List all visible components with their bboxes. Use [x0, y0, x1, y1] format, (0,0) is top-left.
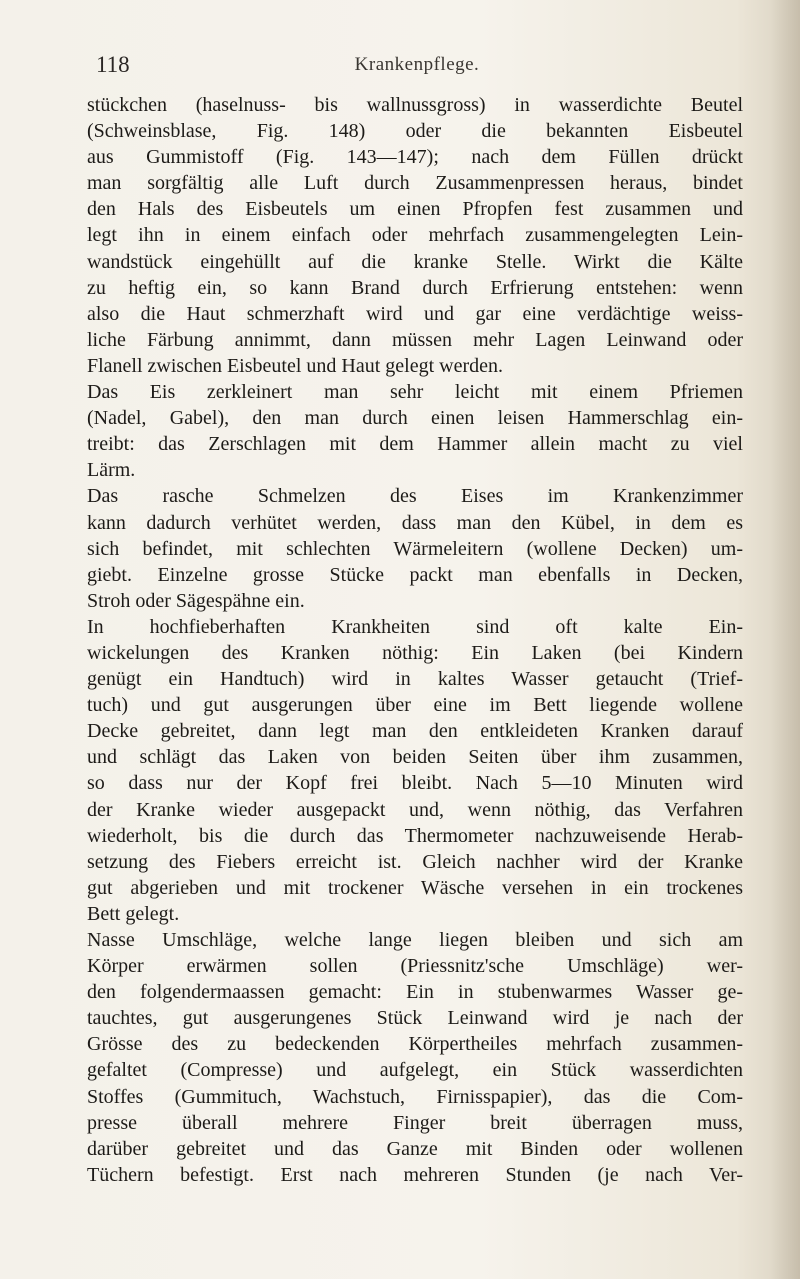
- text-line: den Hals des Eisbeutels um einen Pfropfen fest zusammen und: [87, 198, 743, 221]
- text-line: gefaltet (Compresse) und aufgelegt, ein Stück wasserdichten: [87, 1059, 743, 1082]
- running-head: Krankenpflege.: [354, 54, 480, 75]
- text-line: wickelungen des Kranken nöthig: Ein Laken (bei Kindern: [87, 641, 743, 664]
- text-line: Nasse Umschläge, welche lange liegen bleiben und sich am: [87, 929, 743, 951]
- text-line: In hochfieberhaften Krankheiten sind oft kalte Ein-: [87, 615, 743, 638]
- text-line: tauchtes, gut ausgerungenes Stück Leinwand wird je nach der: [87, 1007, 743, 1030]
- page-edge-shadow: [770, 0, 800, 1279]
- text-line: setzung des Fiebers erreicht ist. Gleich nachher wird der Kranke: [87, 850, 743, 873]
- text-line: Stoffes (Gummituch, Wachstuch, Firnisspapier), das die Com-: [87, 1085, 743, 1108]
- text-line: (Schweinsblase, Fig. 148) oder die bekannten Eisbeutel: [87, 120, 743, 143]
- text-line: sich befindet, mit schlechten Wärmeleitern (wollene Decken) um-: [87, 537, 743, 560]
- text-line: presse überall mehrere Finger breit überragen muss,: [87, 1111, 743, 1134]
- text-line: Das Eis zerkleinert man sehr leicht mit einem Pfriemen: [87, 381, 743, 404]
- text-line: Körper erwärmen sollen (Priessnitz'sche Umschläge) wer-: [87, 955, 743, 978]
- text-line: Grösse des zu bedeckenden Körpertheiles mehrfach zusammen-: [87, 1033, 743, 1056]
- text-line: liche Färbung annimmt, dann müssen mehr Lagen Leinwand oder: [87, 328, 743, 351]
- text-line: legt ihn in einem einfach oder mehrfach zusammengelegten Lein-: [87, 224, 743, 247]
- text-line: stückchen (haselnuss- bis wallnussgross) in wasserdichte Beutel: [87, 94, 743, 116]
- text-line: also die Haut schmerzhaft wird und gar eine verdächtige weiss-: [87, 302, 743, 325]
- text-line: genügt ein Handtuch) wird in kaltes Wasser getaucht (Trief-: [87, 668, 743, 691]
- text-line: darüber gebreitet und das Ganze mit Binden oder wollenen: [87, 1137, 743, 1160]
- text-line: giebt. Einzelne grosse Stücke packt man ebenfalls in Decken,: [87, 563, 743, 586]
- text-line: so dass nur der Kopf frei bleibt. Nach 5—10 Minuten wird: [87, 772, 743, 795]
- text-line: Lärm.: [87, 459, 136, 482]
- text-line: Decke gebreitet, dann legt man den entkleideten Kranken darauf: [87, 720, 743, 743]
- text-line: wandstück eingehüllt auf die kranke Stelle. Wirkt die Kälte: [87, 250, 743, 273]
- page-number: 118: [96, 52, 130, 77]
- text-line: der Kranke wieder ausgepackt und, wenn nöthig, das Verfahren: [87, 798, 743, 821]
- text-line: (Nadel, Gabel), den man durch einen leisen Hammerschlag ein-: [87, 407, 743, 430]
- text-line: aus Gummistoff (Fig. 143—147); nach dem Füllen drückt: [87, 146, 743, 169]
- page-header: [96, 52, 738, 82]
- text-line: Tüchern befestigt. Erst nach mehreren Stunden (je nach Ver-: [87, 1163, 743, 1186]
- text-line: Stroh oder Sägespähne ein.: [87, 589, 305, 612]
- text-line: Flanell zwischen Eisbeutel und Haut gelegt werden.: [87, 354, 503, 377]
- text-line: Bett gelegt.: [87, 902, 180, 925]
- text-line: kann dadurch verhütet werden, dass man den Kübel, in dem es: [87, 511, 743, 534]
- text-line: treibt: das Zerschlagen mit dem Hammer allein macht zu viel: [87, 433, 743, 456]
- text-line: man sorgfältig alle Luft durch Zusammenpressen heraus, bindet: [87, 172, 743, 195]
- text-line: zu heftig ein, so kann Brand durch Erfrierung entstehen: wenn: [87, 276, 743, 299]
- body-text: [87, 92, 743, 1188]
- text-line: gut abgerieben und mit trockener Wäsche versehen in ein trockenes: [87, 876, 743, 899]
- text-line: und schlägt das Laken von beiden Seiten über ihm zusammen,: [87, 746, 743, 769]
- text-line: Das rasche Schmelzen des Eises im Krankenzimmer: [87, 485, 743, 508]
- text-line: den folgendermaassen gemacht: Ein in stubenwarmes Wasser ge-: [87, 981, 743, 1004]
- text-line: tuch) und gut ausgerungen über eine im Bett liegende wollene: [87, 694, 743, 717]
- text-line: wiederholt, bis die durch das Thermometer nachzuweisende Herab-: [87, 824, 743, 847]
